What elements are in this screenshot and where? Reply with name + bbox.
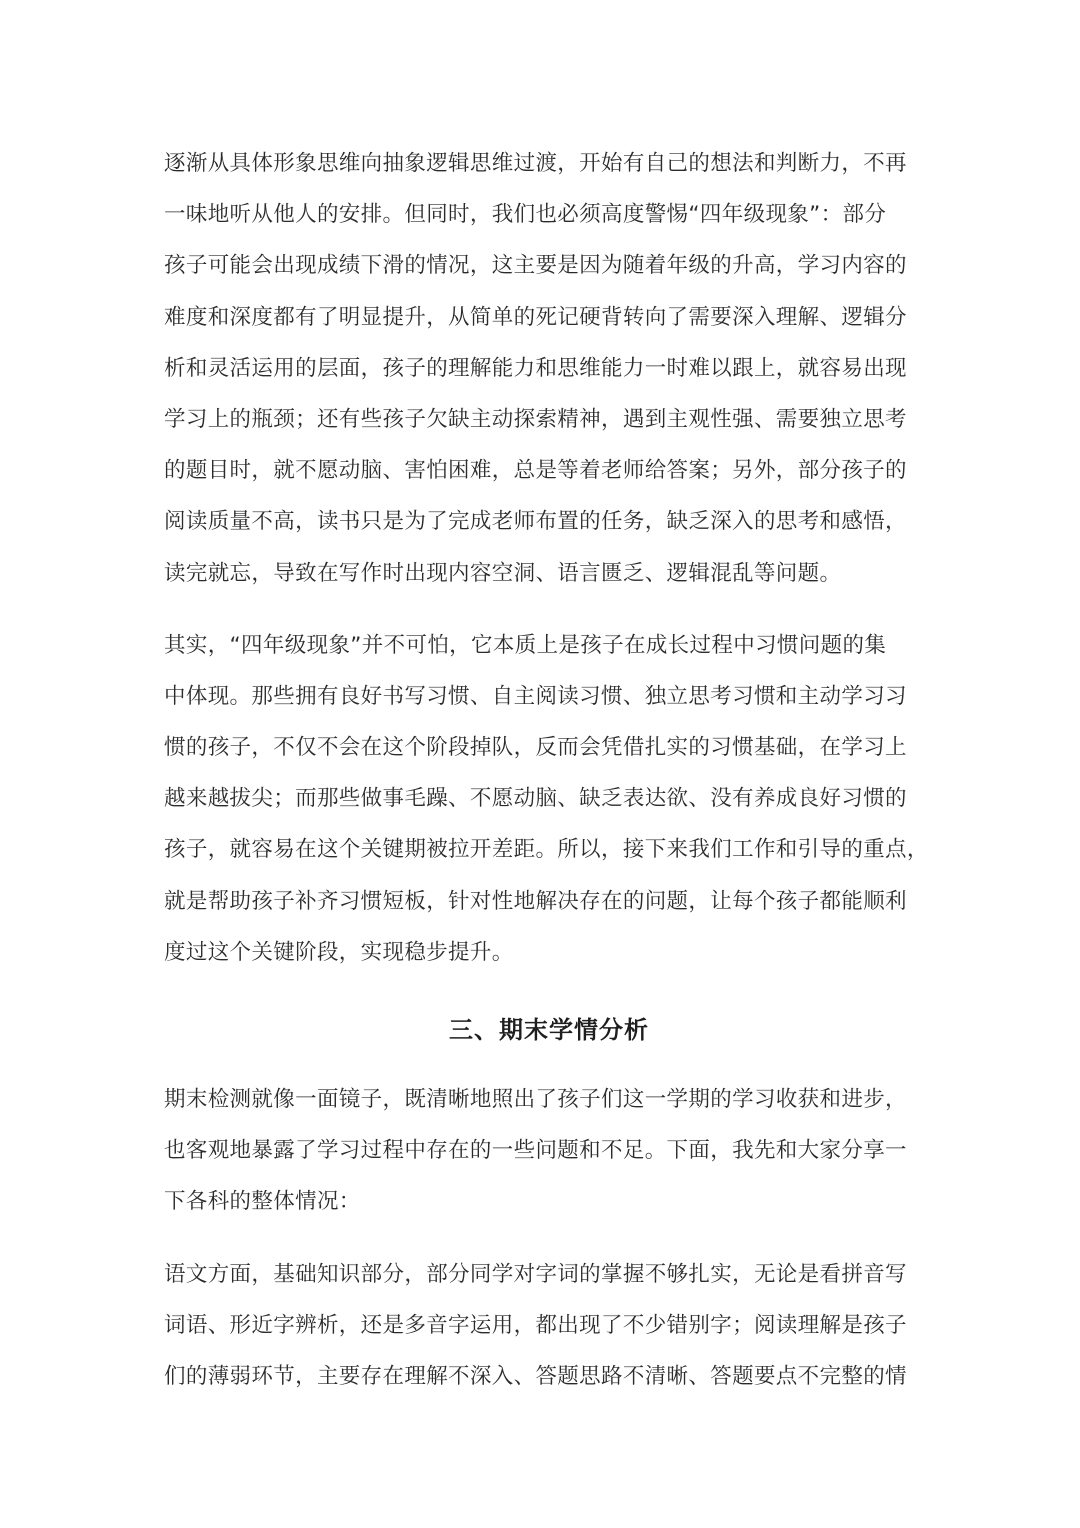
text-line: 其实，“四年级现象”并不可怕，它本质上是孩子在成长过程中习惯问题的集 bbox=[164, 632, 887, 658]
text-line: 就是帮助孩子补齐习惯短板，针对性地解决存在的问题，让每个孩子都能顺利 bbox=[164, 888, 907, 914]
text-line: 一味地听从他人的安排。但同时，我们也必须高度警惕“四年级现象”：部分 bbox=[164, 202, 887, 228]
text-line: 中体现。那些拥有良好书写习惯、自主阅读习惯、独立思考习惯和主动学习习 bbox=[164, 683, 907, 709]
text-line: 孩子可能会出现成绩下滑的情况，这主要是因为随着年级的升高，学习内容的 bbox=[164, 253, 907, 279]
section-heading: 三、期末学情分析 bbox=[449, 1016, 649, 1044]
text-line: 越来越拔尖；而那些做事毛躁、不愿动脑、缺乏表达欲、没有养成良好习惯的 bbox=[164, 786, 907, 812]
text-line: 也客观地暴露了学习过程中存在的一些问题和不足。下面，我先和大家分享一 bbox=[164, 1138, 907, 1164]
text-line: 下各科的整体情况： bbox=[164, 1189, 361, 1215]
text-line: 期末检测就像一面镜子，既清晰地照出了孩子们这一学期的学习收获和进步， bbox=[164, 1087, 907, 1112]
text-line: 惯的孩子，不仅不会在这个阶段掉队，反而会凭借扎实的习惯基础，在学习上 bbox=[164, 735, 907, 761]
text-line: 析和灵活运用的层面，孩子的理解能力和思维能力一时难以跟上，就容易出现 bbox=[164, 355, 907, 381]
text-line: 读完就忘，导致在写作时出现内容空洞、语言匮乏、逻辑混乱等问题。 bbox=[164, 560, 842, 586]
paragraph-final-exam-overview bbox=[164, 1074, 934, 1228]
text-line: 难度和深度都有了明显提升，从简单的死记硬背转向了需要深入理解、逻辑分 bbox=[164, 304, 907, 330]
paragraph-chinese-subject bbox=[164, 1249, 934, 1403]
text-line: 的题目时，就不愿动脑、害怕困难，总是等着老师给答案；另外，部分孩子的 bbox=[164, 458, 907, 484]
text-line: 词语、形近字辨析，还是多音字运用，都出现了不少错别字；阅读理解是孩子 bbox=[164, 1312, 907, 1338]
text-line: 们的薄弱环节，主要存在理解不深入、答题思路不清晰、答题要点不完整的情 bbox=[164, 1363, 907, 1389]
text-line: 阅读质量不高，读书只是为了完成老师布置的任务，缺乏深入的思考和感悟， bbox=[164, 509, 907, 535]
text-line: 孩子，就容易在这个关键期被拉开差距。所以，接下来我们工作和引导的重点， bbox=[164, 837, 929, 863]
text-line: 学习上的瓶颈；还有些孩子欠缺主动探索精神，遇到主观性强、需要独立思考 bbox=[164, 406, 907, 432]
text-line: 度过这个关键阶段，实现稳步提升。 bbox=[164, 939, 514, 965]
text-line: 语文方面，基础知识部分，部分同学对字词的掌握不够扎实，无论是看拼音写 bbox=[164, 1261, 907, 1287]
document-body bbox=[164, 138, 934, 1423]
paragraph-intro-continued bbox=[164, 138, 934, 599]
text-line: 逐渐从具体形象思维向抽象逻辑思维过渡，开始有自己的想法和判断力，不再 bbox=[164, 151, 907, 176]
paragraph-grade-four-phenomenon bbox=[164, 620, 934, 978]
